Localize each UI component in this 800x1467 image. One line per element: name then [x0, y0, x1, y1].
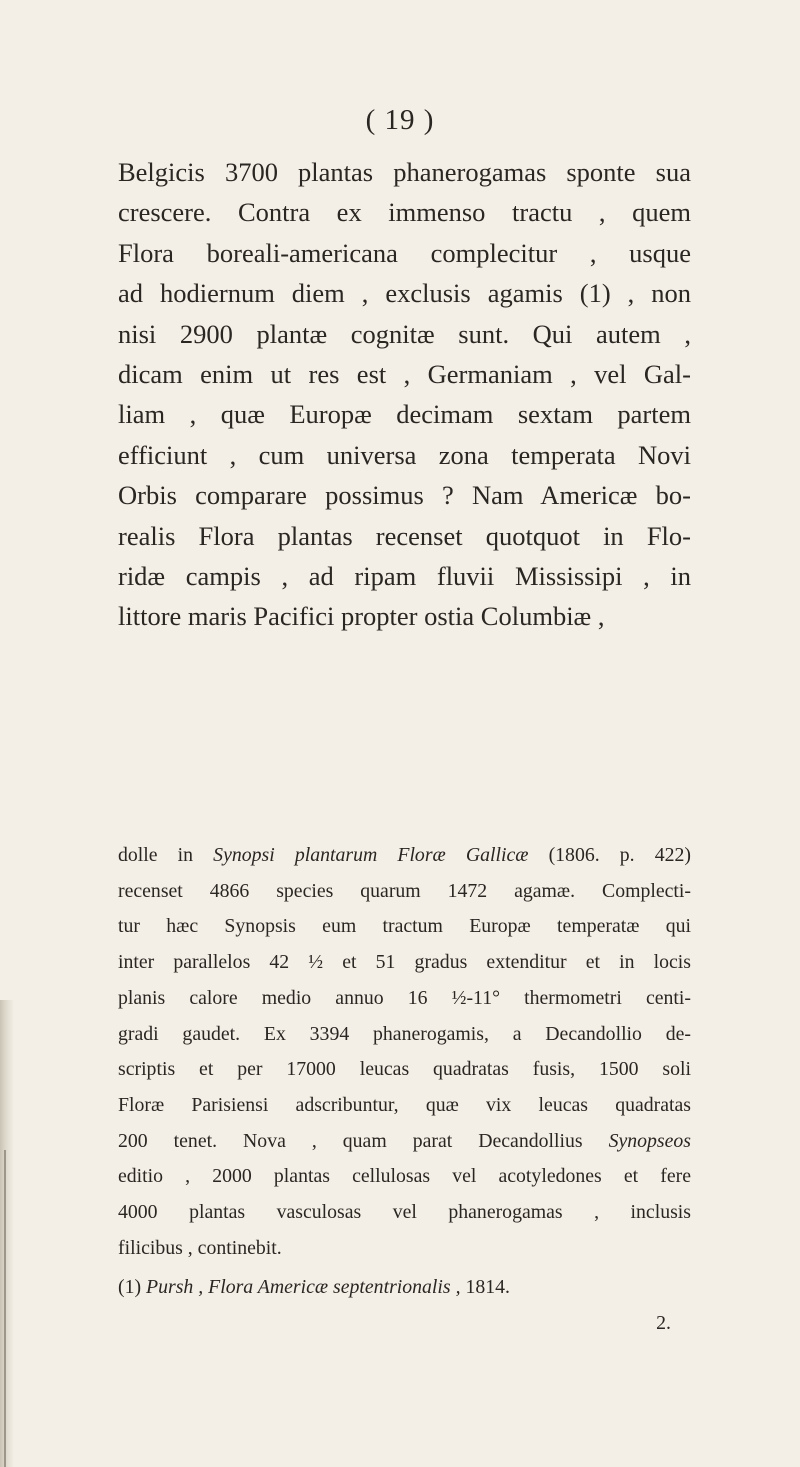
- main-line: Flora boreali-americana complecitur , usque: [118, 237, 691, 268]
- page-number: ( 19 ): [365, 104, 435, 136]
- note-line: inter parallelos 42 ½ et 51 gradus extenditur et in locis: [118, 951, 691, 974]
- main-line: ridæ campis , ad ripam fluvii Mississipi , in: [118, 561, 691, 592]
- note-book-title: Synopsi plantarum Floræ Gallicæ: [213, 844, 529, 866]
- note-line: planis calore medio annuo 16 ½-11° thermometri centi-: [118, 986, 691, 1009]
- main-line: Belgicis 3700 plantas phanerogamas sponte sua: [118, 157, 691, 187]
- note-line: scriptis et per 17000 leucas quadratas fusis, 1500 soli: [118, 1058, 691, 1081]
- note-line: [118, 1124, 691, 1160]
- footnote-marker: (1): [118, 1276, 147, 1299]
- main-line: liam , quæ Europæ decimam sextam partem: [118, 399, 691, 430]
- footnote-volume: 2.: [656, 1312, 671, 1335]
- main-line: littore maris Pacifici propter ostia Columbiæ ,: [118, 601, 605, 632]
- main-line: efficiunt , cum universa zona temperata Novi: [118, 439, 691, 470]
- note-line: recenset 4866 species quarum 1472 agamæ. Complecti-: [118, 879, 691, 902]
- main-line: Orbis comparare possimus ? Nam Americæ bo-: [118, 480, 691, 511]
- note-line-prefix: dolle in: [118, 844, 214, 866]
- page-edge-line: [4, 1150, 6, 1467]
- note-line: [118, 838, 691, 874]
- note-line: 4000 plantas vasculosas vel phanerogamas , inclusis: [118, 1201, 691, 1224]
- note-line: tur hæc Synopsis eum tractum Europæ temperatæ qui: [118, 915, 691, 938]
- main-line: dicam enim ut res est , Germaniam , vel Gal-: [118, 359, 691, 390]
- main-line: realis Flora plantas recenset quotquot in Flo-: [118, 520, 691, 551]
- note-line: filicibus , continebit.: [118, 1236, 282, 1259]
- main-paragraph: [118, 152, 691, 637]
- main-line: crescere. Contra ex immenso tractu , quem: [118, 197, 691, 228]
- main-line: nisi 2900 plantæ cognitæ sunt. Qui autem ,: [118, 318, 691, 349]
- footnote-title: Flora Americæ septentrionalis ,: [208, 1276, 461, 1299]
- note-line-text: 200 tenet. Nova , quam parat Decandollius: [118, 1129, 583, 1152]
- note-paragraph: [118, 838, 691, 1342]
- note-line: Floræ Parisiensi adscribuntur, quæ vix leucas quadratas: [118, 1093, 691, 1116]
- footnote-year: 1814.: [460, 1276, 510, 1299]
- note-line-suffix: (1806. p. 422): [528, 844, 691, 866]
- footnote: [118, 1270, 691, 1306]
- note-line: gradi gaudet. Ex 3394 phanerogamis, a Decandollio de-: [118, 1022, 691, 1045]
- footnote-author: Pursh ,: [146, 1276, 204, 1299]
- note-synopseos: Synopseos: [608, 1129, 691, 1152]
- main-line: ad hodiernum diem , exclusis agamis (1) , non: [118, 278, 691, 309]
- note-line: editio , 2000 plantas cellulosas vel acotyledones et fere: [118, 1165, 691, 1188]
- page-edge-shadow: [0, 1000, 14, 1467]
